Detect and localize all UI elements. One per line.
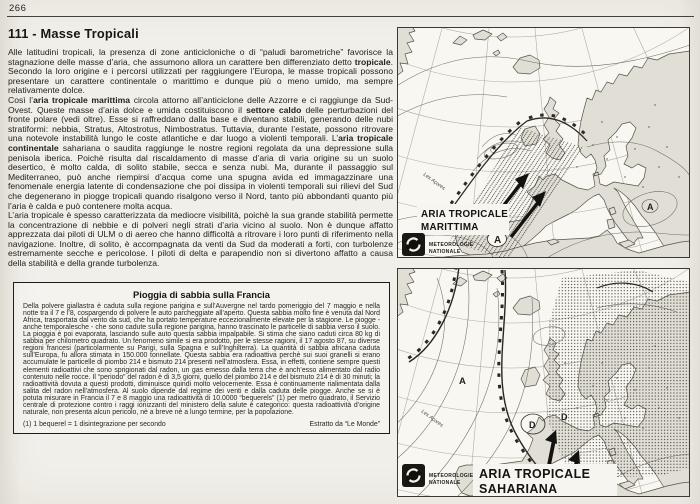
section-title: 111 - Masse Tropicali <box>8 26 139 41</box>
map-label-line1: ARIA TROPICALE <box>479 467 591 481</box>
map-title-box <box>473 464 617 496</box>
azores-label: Les Açores <box>421 171 447 192</box>
map-title-box <box>417 204 509 235</box>
page-number: 266 <box>9 3 27 14</box>
text-column <box>8 22 393 434</box>
box-title: Pioggia di sabbia sulla Francia <box>132 288 271 300</box>
paragraph: Così l’aria tropicale marittima circola attorno all’anticiclone delle Azzorre e ci raggiunge da Sud-Ovest. Queste masse d’aria dolce e umida costituiscono il settore caldo delle perturbazioni del fronte polare (vedi oltre). Esse si raffreddano dalla base e diventano stabili, generando delle nubi stratiformi: nebbia, Stratus, Altostrotus, Nimbostratus. Tuttavia, durante l’estate, possono ritrovare una notevole instabilità lungo le coste atlantiche e dar luogo a violenti temporali. L’aria tropicale continentale sahariana o saudita raggiunge le nostre regioni regolata da una depressione sulla penisola iberica. Poichè risulta dal riscaldamento di masse d’aria di varia origine su un suolo desertico, è molto calda, di solito stabile, secca e senza nubi. Ma, durante il passaggio sul Mediterraneo, può anche riempirsi d’acqua come una spugna avida ed immagazzinare una fenomenale energia latente di condensazione che poi dissipa in violenti temporali sui rilievi del Sud che degenerano in piogge tropicali quando risalgono verso il Nord, tanto più abbondanti quanto più l’aria è calda e può contenere molta acqua. <box>8 94 393 211</box>
logo-line2: NATIONALE <box>429 249 461 255</box>
high-pressure-label: A <box>494 235 502 246</box>
box-footnote: (1) 1 bequerel = 1 disintegrazione per secondo <box>23 421 166 429</box>
map-label-line2: SAHARIANA <box>479 482 558 496</box>
sand-rain-box <box>13 282 390 435</box>
main-text <box>8 48 393 269</box>
paragraph: Alle latitudini tropicali, la presenza di zone anticicloniche o di “paludi barometriche” favorisce la stagnazione delle masse d’aria, che assumono allora un carattere ben differenziato detto tropicale. Secondo la loro origine e i percorsi utilizzati per raggiungere l’Europa, le masse tropicali possono presentare un carattere continentale o marittimo e dunque più o meno umido, ma sempre relativamente dolce. <box>8 47 393 96</box>
box-body: Della polvere giallastra è caduta sulla regione parigina e sull’Auvergne nel tardo pomeriggio del 7 maggio e nella notte tra il 7 e l’8, cospargendo di polvere le auto parcheggiate all’aperto. Questa sabbia molto fine è venuta dal Nord Africa, trasportata dal vento da sud, che ha portato temperature eccezionalmente elevate per la stagione. Le piogge - anche temporalesche - che sono cadute sulla regione parigina, hanno trascinato le particelle di sabbia verso il suolo. La pioggia è poi evaporata, lasciando sulle auto questa sabbia impalpabile. Si stima che siano caduti circa 80 kg di sabbia per chilometro quadrato. Un fenomeno simile si era prodotto, per le stesse ragioni, il 17 agosto 87, su diverse regioni francesi (particolarmente su Parigi, sulla Spagna e sull’Inghilterra). La quantità di sabbia africana caduta sull’Europa, fu allora stimata in 150.000 tonnellate. Questa sabbia era radioattiva perchè sui suoi granelli si erano accumulate le particelle di piombo 214 e bismuto 214 presenti nell’atmosfera. Essa, in effetti, contiene sempre questi elementi radioattivi che sono sprigionati dal radon, un gas emesso dalla terra che è anch’esso alimentato dal radio contenuto nelle rocce. Il “periodo” del radon è di 3,5 giorni, quello del piombo 214 e del bismuto 214 è di 30 minuti; la radioattività dovuta a questi prodotti, diminuisce quindi molto velocemente. Essa è continuamente rialimentata dalla salita del radon nell’atmosfera. Al suolo dipende dal regime dei venti e dalla caduta delle piogge. Anche se si è potuta misurare in Francia il 7 e 8 maggio una radioattività di 10.0000 “bequerels” (1) per metro quadrato, il Servizio centrale di protezione contro i raggi ionizzanti del ministero della salute è categorico: questa radioattività d’origine naturale, non presenta alcun pericolo, nè a breve nè a lungo termine, per la popolazione. <box>23 302 381 417</box>
high-pressure-label: A <box>459 376 466 387</box>
low-pressure-label: D <box>529 420 536 430</box>
map-label-line2: MARITTIMA <box>421 222 479 233</box>
header-rule <box>7 16 694 17</box>
map-label-line1: ARIA TROPICALE <box>421 209 509 220</box>
logo-line1: METEOROLOGIE <box>429 473 474 479</box>
azores-label: Les Açores <box>419 408 445 429</box>
cyclone-icon <box>402 233 425 256</box>
low-pressure-label: D <box>561 412 568 422</box>
logo-line1: METEOROLOGIE <box>429 242 474 248</box>
paragraph: L’aria tropicale è spesso caratterizzata da mediocre visibilità, poichè la sua grande stabilità permette la concentrazione di nebbie e di polveri negli strati d’aria vicino al suolo. Non è dunque affatto apprezzata dai piloti di ULM o di aereo che hanno difficoltà a ritrovare i loro punti di riferimento nella navigazione. Inoltre, di solito, è accompagnata da venti da Sud da moderati a forti, con turbolenze estremamente secche e pericolose. I piloti di delta e parapendio non si divertono affatto a causa della stabilità e della grande turbolenza. <box>8 210 393 269</box>
box-credit: Estratto da “Le Monde” <box>309 421 380 429</box>
logo-line2: NATIONALE <box>429 480 461 486</box>
box-footer <box>23 421 380 428</box>
stipple-region <box>547 270 689 478</box>
high-pressure-label: A <box>647 202 654 212</box>
weather-map-sahariana <box>397 268 690 497</box>
cyclone-icon <box>402 464 425 487</box>
weather-map-marittima <box>397 27 690 258</box>
